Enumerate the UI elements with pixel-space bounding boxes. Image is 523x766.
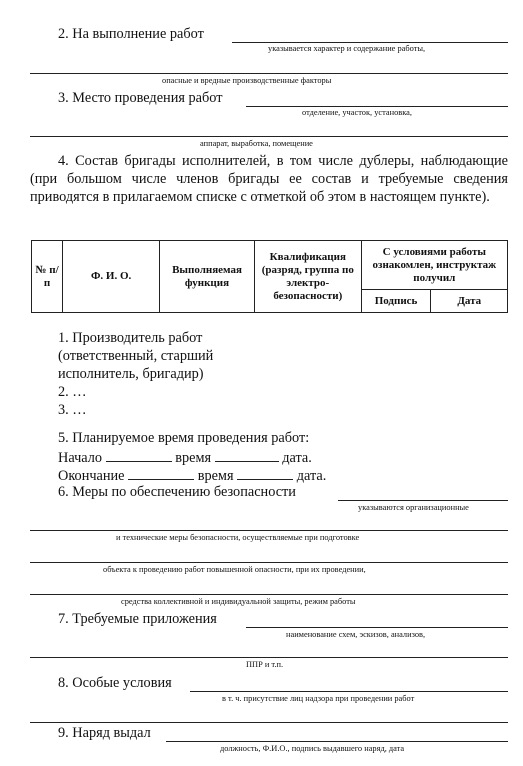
item-4-paragraph: 4. Состав бригады исполнителей, в том числе дублеры, наблюдающие (при большом числе членов бригады ее состав и требуемые сведения приводятся в прилагаемом списке с отметкой об этом в настоящем пункте). bbox=[30, 153, 508, 205]
item-6-hint-3: объекта к проведению работ повышенной опасности, при их проведении, bbox=[103, 565, 366, 574]
list-line-5: 3. … bbox=[58, 402, 87, 418]
start-label: Начало bbox=[58, 450, 103, 466]
item-6-hint-4: средства коллективной и индивидуальной защиты, режим работы bbox=[121, 597, 356, 606]
item-7-field-2[interactable] bbox=[30, 657, 508, 658]
start-time-field[interactable] bbox=[215, 448, 279, 462]
header-signature: Подпись bbox=[361, 290, 431, 313]
item-6-label: 6. Меры по обеспечению безопасности bbox=[58, 484, 296, 500]
list-line-1: 1. Производитель работ bbox=[58, 330, 203, 346]
start-time-row bbox=[58, 448, 312, 467]
end-date-field[interactable] bbox=[128, 466, 194, 480]
end-label: Окончание bbox=[58, 468, 125, 484]
list-line-4: 2. … bbox=[58, 384, 87, 400]
item-7-field[interactable] bbox=[246, 627, 508, 628]
item-2-hint-2: опасные и вредные производственные факторы bbox=[162, 76, 332, 85]
item-8-label: 8. Особые условия bbox=[58, 675, 172, 691]
header-number: № п/п bbox=[32, 241, 63, 313]
item-9-label: 9. Наряд выдал bbox=[58, 725, 151, 741]
item-6-field-4[interactable] bbox=[30, 594, 508, 595]
item-6-field-3[interactable] bbox=[30, 562, 508, 563]
item-7-hint-2: ППР и т.п. bbox=[246, 660, 284, 669]
item-3-hint-1: отделение, участок, установка, bbox=[302, 108, 412, 117]
header-qualification: Квалификация (разряд, группа по электро-безопасности) bbox=[254, 241, 361, 313]
end-date-label: дата. bbox=[296, 468, 327, 484]
item-8-field-2[interactable] bbox=[30, 722, 508, 723]
item-3-field-2[interactable] bbox=[30, 136, 508, 137]
item-3-field[interactable] bbox=[246, 106, 508, 107]
end-time-field[interactable] bbox=[237, 466, 293, 480]
item-2-field-2[interactable] bbox=[30, 73, 508, 74]
list-line-3: исполнитель, бригадир) bbox=[58, 366, 204, 382]
item-7-label: 7. Требуемые приложения bbox=[58, 611, 217, 627]
item-6-field[interactable] bbox=[338, 500, 508, 501]
item-2-field[interactable] bbox=[232, 42, 508, 43]
header-date: Дата bbox=[431, 290, 508, 313]
item-8-field[interactable] bbox=[190, 691, 508, 692]
start-time-label: время bbox=[175, 450, 212, 466]
item-5-label: 5. Планируемое время проведения работ: bbox=[58, 430, 310, 446]
header-function: Выполняемая функция bbox=[160, 241, 255, 313]
item-7-hint-1: наименование схем, эскизов, анализов, bbox=[286, 630, 426, 639]
item-9-hint-1: должность, Ф.И.О., подпись выдавшего наряд, дата bbox=[220, 744, 405, 753]
item-3-hint-2: аппарат, выработка, помещение bbox=[200, 139, 313, 148]
item-8-hint-1: в т. ч. присутствие лиц надзора при проведении работ bbox=[222, 694, 415, 703]
header-fio: Ф. И. О. bbox=[63, 241, 160, 313]
crew-table bbox=[31, 240, 508, 313]
start-date-field[interactable] bbox=[106, 448, 172, 462]
list-line-2: (ответственный, старший bbox=[58, 348, 214, 364]
item-6-hint-2: и технические меры безопасности, осуществляемые при подготовке bbox=[116, 533, 360, 542]
item-9-field[interactable] bbox=[166, 741, 508, 742]
item-6-hint-1: указываются организационные bbox=[358, 503, 469, 512]
item-2-hint-1: указывается характер и содержание работы, bbox=[268, 44, 426, 53]
header-conditions: С условиями работы ознакомлен, инструктаж получил bbox=[361, 241, 507, 290]
item-2-label: 2. На выполнение работ bbox=[58, 26, 204, 42]
end-time-label: время bbox=[197, 468, 234, 484]
start-date-label: дата. bbox=[282, 450, 312, 466]
item-3-label: 3. Место проведения работ bbox=[58, 90, 223, 106]
end-time-row bbox=[58, 466, 326, 485]
item-6-field-2[interactable] bbox=[30, 530, 508, 531]
